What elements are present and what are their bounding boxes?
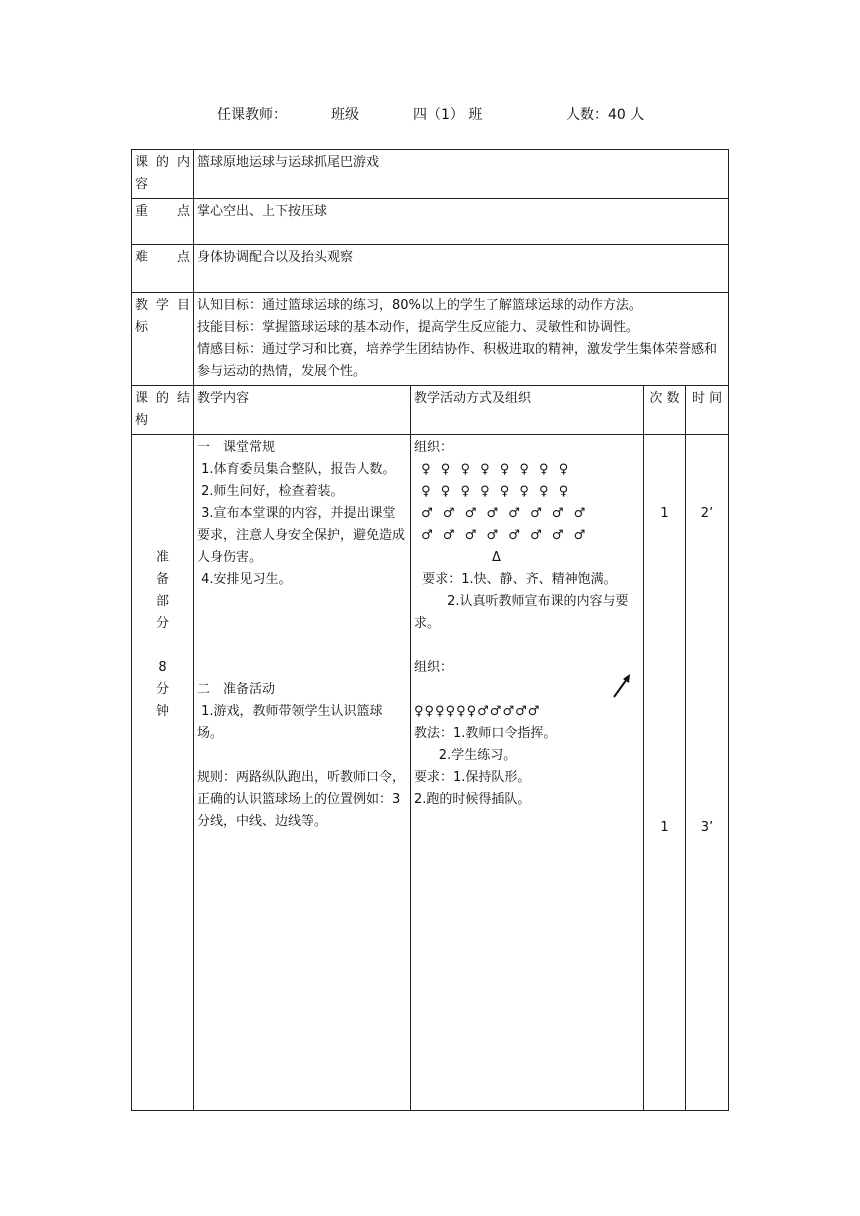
requirement-line: 要求：1.快、静、齐、精神饱满。 xyxy=(414,572,617,587)
org2-label: 组织： xyxy=(414,660,454,675)
part1-item: 2.师生问好，检查着装。 xyxy=(197,484,344,499)
section-label-line: 钟 xyxy=(155,704,169,719)
row-content xyxy=(132,150,729,199)
row-key-point xyxy=(132,199,729,245)
lesson-header xyxy=(0,104,860,128)
part1-title: 一 课堂常规 xyxy=(197,440,276,455)
part2-rules: 规则：两路纵队跑出，听教师口令，正确的认识篮球场上的位置例如：3 分线，中线、边线等。 xyxy=(197,770,406,829)
goal-cognitive: 认知目标：通过篮球运球的练习，80%以上的学生了解篮球运球的动作方法。 xyxy=(197,298,642,313)
section-label-line: 分 xyxy=(155,682,169,697)
times-value: 1 xyxy=(660,506,669,521)
row-goals xyxy=(132,293,729,386)
row-preparation-section xyxy=(132,435,729,1111)
goal-emotion: 情感目标：通过学习和比赛，培养学生团结协作、积极进取的精神，激发学生集体荣誉感和参与运动的热情，发展个性。 xyxy=(197,342,718,379)
formation-row: ♀ ♀ ♀ ♀ ♀ ♀ ♀ ♀ xyxy=(414,462,572,477)
method-line: 2.学生练习。 xyxy=(414,748,517,763)
formation-line: ♀♀♀♀♀♀♂♂♂♂♂ xyxy=(414,704,541,719)
goal-skill: 技能目标：掌握篮球运球的基本动作，提高学生反应能力、灵敏性和协调性。 xyxy=(197,320,640,335)
section-duration xyxy=(686,435,729,1111)
section-label-line xyxy=(135,635,190,657)
part2-title: 二 准备活动 xyxy=(197,682,276,697)
goals-value xyxy=(194,293,729,386)
formation-row: ♂ ♂ ♂ ♂ ♂ ♂ ♂ ♂ xyxy=(414,528,589,543)
col-times-header: 次 数 xyxy=(644,386,686,435)
duration-value: 2’ xyxy=(700,506,714,521)
org1-label: 组织： xyxy=(414,440,454,455)
section-label xyxy=(132,435,194,1111)
goals-label: 教 学 目 标 xyxy=(132,293,194,386)
key-point-value: 掌心空出、上下按压球 xyxy=(194,199,729,245)
col-activity-header: 教学活动方式及组织 xyxy=(411,386,644,435)
times-value: 1 xyxy=(660,820,669,835)
section-label-line: 部 xyxy=(155,594,169,609)
teacher-label: 任课教师： xyxy=(217,107,287,123)
student-count: 人数：40 人 xyxy=(566,107,645,123)
formation-row: ♀ ♀ ♀ ♀ ♀ ♀ ♀ ♀ xyxy=(414,484,572,499)
difficulty-value: 身体协调配合以及抬头观察 xyxy=(194,245,729,293)
formation-row: ♂ ♂ ♂ ♂ ♂ ♂ ♂ ♂ xyxy=(414,506,589,521)
part1-item: 4.安排见习生。 xyxy=(197,572,292,587)
duration-value: 3’ xyxy=(700,820,714,835)
part1-item: 1.体育委员集合整队，报告人数。 xyxy=(197,462,396,477)
row-column-headers xyxy=(132,386,729,435)
method-line: 教法：1.教师口令指挥。 xyxy=(414,726,557,741)
key-point-label: 重 点 xyxy=(132,199,194,245)
section-label-line: 8 xyxy=(158,660,167,675)
section-label-line: 分 xyxy=(155,616,169,631)
content-label: 课 的 内 容 xyxy=(132,150,194,199)
content-value: 篮球原地运球与运球抓尾巴游戏 xyxy=(194,150,729,199)
direction-arrow-icon xyxy=(611,673,633,699)
part2-item: 1.游戏，教师带领学生认识篮球场。 xyxy=(197,704,383,741)
method-line: 要求：1.保持队形。 xyxy=(414,770,531,785)
col-structure-header: 课 的 结构 xyxy=(132,386,194,435)
class-value: 四（1） 班 xyxy=(413,107,483,123)
difficulty-label: 难 点 xyxy=(132,245,194,293)
col-duration-header: 时 间 xyxy=(686,386,729,435)
section-times xyxy=(644,435,686,1111)
requirement-line: 2.认真听教师宣布课的内容与要求。 xyxy=(414,594,629,631)
section-content xyxy=(194,435,411,1111)
section-label-line: 准 xyxy=(155,550,169,565)
col-content-header: 教学内容 xyxy=(194,386,411,435)
section-label-line: 备 xyxy=(155,572,169,587)
part1-item: 3.宣布本堂课的内容，并提出课堂要求，注意人身安全保护，避免造成人身伤害。 xyxy=(197,506,406,565)
method-line: 2.跑的时候得插队。 xyxy=(414,792,531,807)
teacher-mark: Δ xyxy=(492,550,501,565)
section-activity xyxy=(411,435,644,1111)
row-difficulty xyxy=(132,245,729,293)
class-label: 班级 xyxy=(331,107,359,123)
lesson-plan-table xyxy=(131,149,729,1111)
